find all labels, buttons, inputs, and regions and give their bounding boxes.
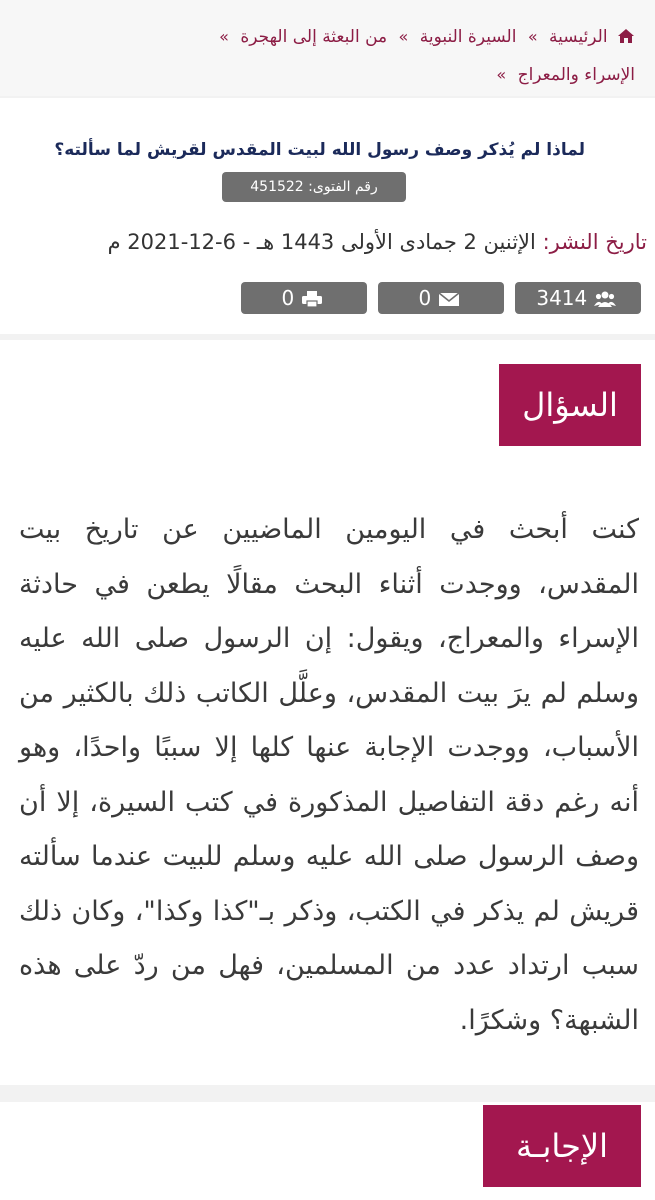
users-icon [587, 286, 619, 310]
print-button[interactable] [241, 282, 367, 314]
views-count: 3414 [536, 286, 588, 310]
breadcrumb [0, 0, 655, 96]
home-icon[interactable] [617, 20, 635, 36]
breadcrumb-seerah[interactable]: السيرة النبوية [419, 27, 517, 47]
breadcrumb-separator: » [219, 27, 229, 46]
breadcrumb-isra-miraj[interactable]: الإسراء والمعراج [517, 65, 635, 85]
fatwa-header-card [0, 98, 655, 334]
print-icon [294, 286, 326, 310]
question-heading: السؤال [499, 364, 641, 446]
publish-date-row [0, 230, 655, 254]
views-counter [515, 282, 641, 314]
publish-label: تاريخ النشر: [542, 230, 647, 254]
publish-date: الإثنين 2 جمادى الأولى 1443 هـ - 6-12-2021 م [107, 230, 536, 254]
envelope-icon [431, 286, 463, 310]
answer-heading: الإجابـة [483, 1105, 641, 1187]
stats-bar [0, 282, 655, 314]
breadcrumb-mission-to-hijra[interactable]: من البعثة إلى الهجرة [240, 27, 388, 47]
question-text: كنت أبحث في اليومين الماضيين عن تاريخ بيت المقدس، ووجدت أثناء البحث مقالًا يطعن في حادثة الإسراء والمعراج، ويقول: إن الرسول صلى الله عليه وسلم لم يرَ بيت المقدس، وعلَّل الكاتب ذلك بالكثير من الأسباب، ووجدت الإجابة عنها كلها إلا سببًا واحدًا، وهو أنه رغم دقة التفاصيل المذكورة في كتب السيرة، إلا أن وصف الرسول صلى الله عليه وسلم للبيت عندما سألته قريش لم يذكر في الكتب، وذكر بـ"كذا وكذا"، وكان ذلك سبب ارتداد عدد من المسلمين، فهل من ردّ على هذه الشبهة؟ وشكرًا. [19, 514, 639, 1036]
breadcrumb-home[interactable]: الرئيسية [549, 27, 608, 47]
email-button[interactable] [378, 282, 504, 314]
breadcrumb-separator: » [527, 27, 538, 46]
fatwa-number-badge: رقم الفتوى: 451522 [222, 172, 406, 202]
print-count: 0 [281, 286, 295, 310]
breadcrumb-separator: » [398, 27, 409, 46]
fatwa-title: لماذا لم يُذكر وصف رسول الله لبيت المقدس لقريش لما سألته؟ [54, 140, 585, 160]
email-count: 0 [418, 286, 432, 310]
breadcrumb-separator: » [496, 65, 507, 84]
